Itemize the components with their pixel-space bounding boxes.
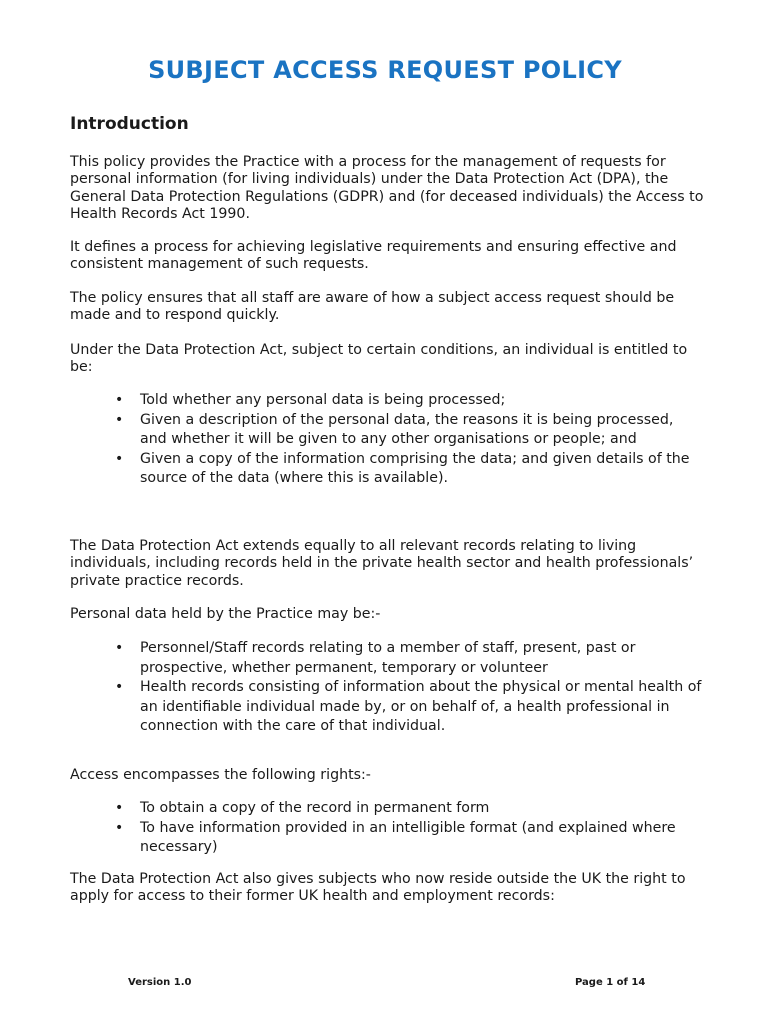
section-heading-introduction: Introduction — [70, 114, 189, 134]
paragraph-dpa-scope: The Data Protection Act extends equally to all relevant records relating to living individuals, including records held in the private health sector and health professionals’ private practice records. — [70, 538, 694, 589]
paragraph-outside-uk: The Data Protection Act also gives subjects who now reside outside the UK the right to apply for access to their former UK health and employment records: — [70, 871, 686, 905]
list-item: • To have information provided in an intelligible format (and explained where necessary) — [70, 819, 710, 858]
list-item: • Health records consisting of information about the physical or mental health of an identifiable individual made by, or on behalf of, a health professional in connection with the care of that individual. — [70, 678, 710, 737]
document-title: SUBJECT ACCESS REQUEST POLICY — [148, 56, 622, 84]
list-item: • Told whether any personal data is being processed; — [70, 391, 710, 411]
paragraph-staff-awareness: The policy ensures that all staff are aware of how a subject access request should be made and to respond quickly. — [70, 290, 675, 324]
paragraph-personal-data-held: Personal data held by the Practice may be:- — [70, 606, 381, 622]
access-rights-list — [70, 799, 710, 858]
footer-page-number: Page 1 of 14 — [575, 977, 646, 988]
personal-data-list — [70, 639, 710, 737]
paragraph-access-rights: Access encompasses the following rights:- — [70, 767, 371, 783]
list-item: • Personnel/Staff records relating to a member of staff, present, past or prospective, whether permanent, temporary or volunteer — [70, 639, 710, 678]
list-item: • To obtain a copy of the record in permanent form — [70, 799, 710, 819]
paragraph-legislative-process: It defines a process for achieving legislative requirements and ensuring effective and consistent management of such requests. — [70, 239, 677, 273]
footer-version: Version 1.0 — [128, 977, 192, 988]
list-item-text: Given a description of the personal data, the reasons it is being processed, — [140, 411, 674, 428]
entitlements-list — [70, 391, 710, 489]
list-item: • Given a copy of the information comprising the data; and given details of the source of the data (where this is available). — [70, 450, 710, 489]
paragraph-policy-purpose: This policy provides the Practice with a process for the management of requests for personal information (for living individuals) under the Data Protection Act (DPA), the General Data Protection Regulations (GDPR) and (for deceased individuals) the Access to Health Records Act 1990. — [70, 154, 704, 222]
list-item-continuation: and whether it will be given to any other organisations or people; and — [140, 431, 637, 447]
paragraph-entitlements-intro: Under the Data Protection Act, subject to certain conditions, an individual is entitled to be: — [70, 342, 688, 376]
list-item — [70, 411, 710, 450]
